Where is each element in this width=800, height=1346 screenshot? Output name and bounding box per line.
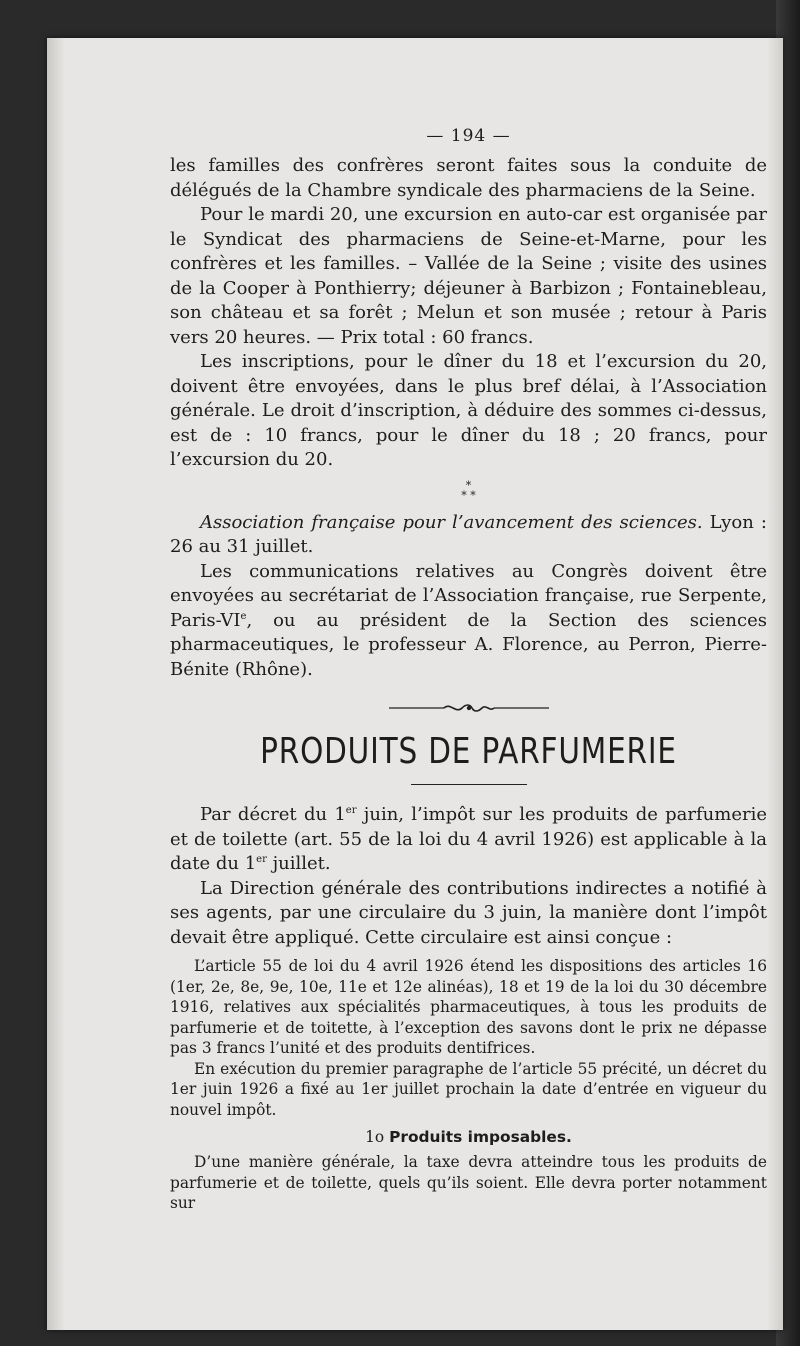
paragraph-maniere-generale: D’une manière générale, la taxe devra atteindre tous les produits de parfumerie et de toilette, quels qu’ils soient. Elle devra porter notamment sur [170, 1153, 767, 1212]
asterism-bottom: * * [461, 488, 476, 502]
communications-text-a: Les communications relatives au Congrès doivent être envoyées au secrétariat de l’Association française, rue Serpente, Paris-VI [170, 560, 767, 631]
paragraph-association [170, 511, 767, 560]
communications-text-b: , ou au président de la Section des sciences pharmaceutiques, le professeur A. Florence, au Perron, Pierre-Bénite (Rhône). [170, 609, 767, 680]
paragraph-decret [170, 803, 767, 877]
decree-text-c: juillet. [266, 853, 331, 874]
subheading-number: 1o [365, 1128, 385, 1146]
title-underline [411, 784, 527, 785]
paragraph-inscriptions: Les inscriptions, pour le dîner du 18 et l’excursion du 20, doivent être envoyées, dans le plus bref délai, à l’Association générale. Le droit d’inscription, à déduire des sommes ci-dessus, est de : 10 francs, pour le dîner du 18 ; 20 francs, pour l’excursion du 20. [170, 351, 767, 470]
page-right-edge [767, 38, 783, 1330]
paragraph-familles: les familles des confrères seront faites sous la conduite de délégués de la Chambre syndicale des pharmaciens de la Seine. [170, 155, 767, 201]
association-name: Association française pour l’avancement des sciences. [200, 511, 703, 533]
paragraph-communications [170, 560, 767, 683]
paragraph-execution: En exécution du premier paragraphe de l’article 55 précité, un décret du 1er juin 1926 a fixé au 1er juillet prochain la date d’entrée en vigueur du nouvel impôt. [170, 1059, 767, 1119]
decree-text-b: juin, l’impôt sur les produits de parfumerie et de toilette (art. 55 de la loi du 4 avril 1926) est applicable à la date du 1 [170, 804, 767, 874]
communications-sup: e [240, 610, 247, 622]
page-gutter-shadow [47, 38, 65, 1330]
association-dates: Lyon : 26 au 31 juillet. [170, 511, 767, 557]
decree-text-a: Par décret du 1 [200, 804, 346, 825]
section-title: PRODUITS DE PARFUMERIE [260, 731, 677, 772]
quoted-circular [170, 956, 767, 1214]
page-number: — 194 — [426, 126, 511, 146]
asterism-top: * [465, 478, 472, 492]
asterism-separator [170, 478, 767, 502]
subheading-produits-imposables [170, 1126, 767, 1148]
page-content [170, 126, 767, 1214]
paragraph-article-55: L’article 55 de loi du 4 avril 1926 étend les dispositions des articles 16 (1er, 2e, 8e, 9e, 10e, 11e et 12e alinéas), 18 et 19 de la loi du 30 décembre 1916, relatives aux spécialités pharmaceutiques, à tous les produits de parfumerie et de toitette, à l’exception des savons dont le prix ne dépasse pas 3 francs l’unité et des produits dentifrices. [170, 957, 767, 1057]
paragraph-direction: La Direction générale des contributions indirectes a notifié à ses agents, par une circulaire du 3 juin, la manière dont l’impôt devait être appliqué. Cette circulaire est ainsi conçue : [170, 877, 767, 948]
decree-sup-2: er [256, 854, 267, 865]
ornament-divider-icon [384, 700, 554, 716]
subheading-text: Produits imposables. [389, 1128, 572, 1146]
decree-sup-1: er [345, 805, 357, 816]
paragraph-excursion: Pour le mardi 20, une excursion en auto-car est organisée par le Syndicat des pharmaciens de Seine-et-Marne, pour les confrères et les familles. – Vallée de la Seine ; visite des usines de la Cooper à Ponthierry; déjeuner à Barbizon ; Fontainebleau, son château et sa forêt ; Melun et son musée ; retour à Paris vers 20 heures. — Prix total : 60 francs. [170, 204, 767, 348]
